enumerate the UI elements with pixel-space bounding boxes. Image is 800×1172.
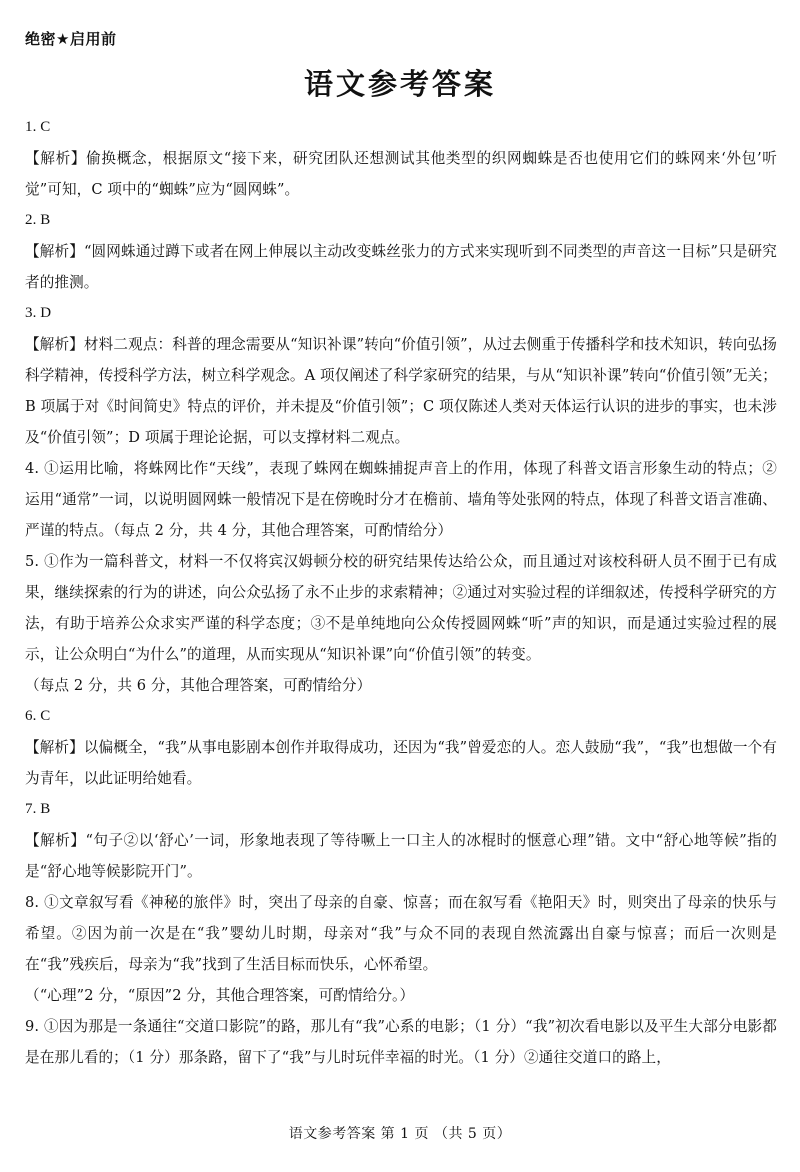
answer-content [25, 112, 777, 1073]
answer-3-number: 3. D [25, 305, 52, 321]
answer-2-number: 2. B [25, 212, 51, 228]
answer-4: 4. ①运用比喻，将蛛网比作“天线”，表现了蛛网在蜘蛛捕捉声音上的作用，体现了科普文语言形象生动的特点；②运用“通常”一词，以说明圆网蛛一般情况下是在傍晚时分才在檐前、墙角等处张网的特点，体现了科普文语言准确、严谨的特点。（每点 2 分，共 4 分，其他合理答案，可酌情给分） [25, 460, 777, 539]
page-footer: 语文参考答案 第 1 页 （共 5 页） [288, 1126, 512, 1142]
answer-2-explanation: 【解析】“圆网蛛通过蹲下或者在网上伸展以主动改变蛛丝张力的方式来实现听到不同类型的声音这一目标”只是研究者的推测。 [25, 243, 777, 291]
answer-1-number: 1. C [25, 119, 51, 135]
answer-1-explanation: 【解析】偷换概念，根据原文“接下来，研究团队还想测试其他类型的织网蜘蛛是否也使用它们的蛛网来‘外包’听觉”可知，C 项中的“蜘蛛”应为“圆网蛛”。 [25, 150, 777, 198]
answer-8-scoring-note: （“心理”2 分，“原因”2 分，其他合理答案，可酌情给分。） [25, 987, 415, 1004]
answer-7-explanation: 【解析】“句子②以‘舒心’一词，形象地表现了等待噘上一口主人的冰棍时的惬意心理”错。文中“舒心地等候”指的是“舒心地等候影院开门”。 [25, 832, 777, 880]
answer-3-explanation: 【解析】材料二观点：科普的理念需要从“知识补课”转向“价值引领”，从过去侧重于传播科学和技术知识，转向弘扬科学精神，传授科学方法，树立科学观念。A 项仅阐述了科学家研究的结果，与从“知识补课”转向“价值引领”无关；B 项属于对《时间简史》特点的评价，并未提及“价值引领”；C 项仅陈述人类对天体运行认识的进步的事实，也未涉及“价值引领”；D 项属于理论论据，可以支撑材料二观点。 [25, 336, 777, 446]
answer-7-number: 7. B [25, 801, 51, 817]
answer-6-number: 6. C [25, 708, 51, 724]
answer-9: 9. ①因为那是一条通往“交道口影院”的路，那儿有“我”心系的电影；（1 分）“我”初次看电影以及平生大部分电影都是在那儿看的；（1 分）那条路，留下了“我”与儿时玩伴幸福的时光。（1 分）②通往交道口的路上， [25, 1018, 777, 1066]
answer-6-explanation: 【解析】以偏概全，“我”从事电影剧本创作并取得成功，还因为“我”曾爱恋的人。恋人鼓励“我”，“我”也想做一个有为青年，以此证明给她看。 [25, 739, 777, 787]
answer-5: 5. ①作为一篇科普文，材料一不仅将宾汉姆顿分校的研究结果传达给公众，而且通过对该校科研人员不囿于已有成果，继续探索的行为的讲述，向公众弘扬了永不止步的求索精神；②通过对实验过程的详细叙述，传授科学研究的方法，有助于培养公众求实严谨的科学态度；③不是单纯地向公众传授圆网蛛“听”声的知识，而是通过实验过程的展示，让公众明白“为什么”的道理，从而实现从“知识补课”向“价值引领”的转变。 [25, 553, 777, 663]
answer-8: 8. ①文章叙写看《神秘的旅伴》时，突出了母亲的自豪、惊喜；而在叙写看《艳阳天》时，则突出了母亲的快乐与希望。②因为前一次是在“我”婴幼儿时期，母亲对“我”与众不同的表现自然流露出自豪与惊喜；而后一次则是在“我”残疾后，母亲为“我”找到了生活目标而快乐，心怀希望。 [25, 894, 777, 973]
answer-5-scoring-note: （每点 2 分，共 6 分，其他合理答案，可酌情给分） [25, 677, 372, 694]
page-title: 语文参考答案 [303, 67, 496, 101]
confidential-mark: 绝密★启用前 [25, 30, 117, 48]
